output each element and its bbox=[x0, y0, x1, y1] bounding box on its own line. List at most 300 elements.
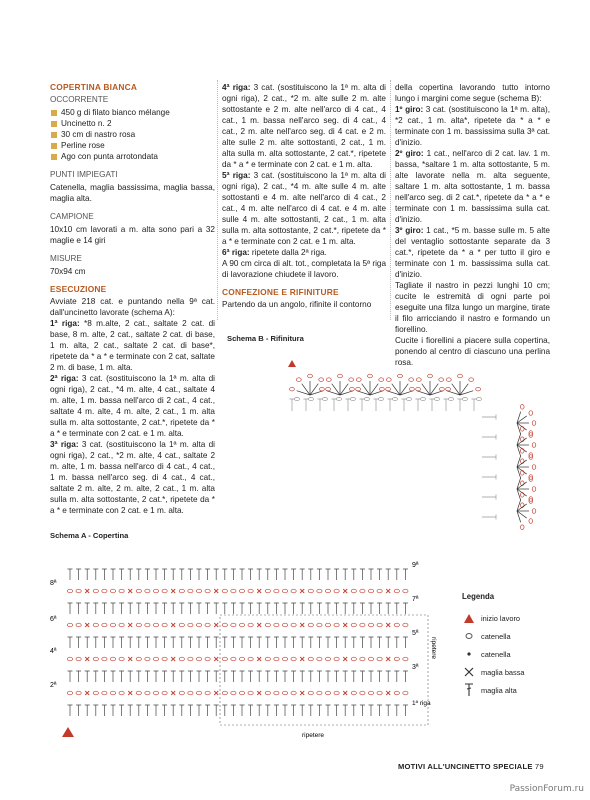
stitch-rows bbox=[67, 569, 408, 716]
chain-stitch bbox=[282, 589, 287, 593]
double-crochet-stitch bbox=[274, 637, 279, 648]
double-crochet-stitch bbox=[291, 637, 296, 648]
punti-text: Catenella, maglia bassissima, maglia bassa, maglia alta. bbox=[50, 183, 215, 203]
chain-stitch bbox=[153, 589, 158, 593]
double-crochet-stitch bbox=[231, 637, 236, 648]
chain-stitch bbox=[351, 657, 356, 661]
double-crochet-stitch bbox=[93, 569, 98, 580]
chain-stitch bbox=[343, 691, 347, 695]
double-crochet-stitch bbox=[76, 637, 81, 648]
double-crochet-stitch bbox=[317, 603, 322, 614]
chain-stitch bbox=[300, 691, 304, 695]
double-crochet-stitch bbox=[231, 705, 236, 716]
column-divider-1 bbox=[217, 80, 219, 320]
double-crochet-stitch bbox=[403, 603, 408, 614]
chain-stitch bbox=[196, 691, 201, 695]
double-crochet-stitch bbox=[351, 705, 356, 716]
double-crochet-stitch bbox=[334, 705, 339, 716]
row-label-left: 8ª bbox=[50, 580, 57, 587]
double-crochet-stitch bbox=[308, 603, 313, 614]
double-crochet-stitch bbox=[360, 671, 365, 682]
double-crochet-stitch bbox=[197, 671, 202, 682]
double-crochet-stitch bbox=[145, 705, 150, 716]
double-crochet-stitch bbox=[300, 603, 305, 614]
chain-stitch bbox=[300, 589, 304, 593]
chain-stitch bbox=[119, 623, 124, 627]
double-crochet-stitch bbox=[240, 637, 245, 648]
chain-stitch bbox=[76, 589, 81, 593]
double-crochet-stitch bbox=[179, 569, 184, 580]
row-label: 3ª riga: bbox=[50, 440, 79, 449]
chain-stitch bbox=[196, 623, 201, 627]
double-crochet-stitch bbox=[326, 705, 331, 716]
chain-stitch bbox=[248, 657, 253, 661]
row-6-instruction bbox=[222, 247, 386, 258]
border-stitch-side bbox=[482, 475, 496, 480]
chain-stitch bbox=[145, 589, 150, 593]
double-crochet-stitch bbox=[136, 637, 141, 648]
double-crochet-stitch bbox=[283, 671, 288, 682]
double-crochet-stitch bbox=[154, 569, 159, 580]
double-crochet-stitch bbox=[231, 603, 236, 614]
double-crochet-stitch bbox=[386, 637, 391, 648]
column-1 bbox=[50, 82, 215, 516]
double-crochet-stitch bbox=[394, 569, 399, 580]
chain-stitch bbox=[334, 657, 339, 661]
chain-stitch bbox=[377, 691, 382, 695]
chain-stitch bbox=[343, 657, 347, 661]
chain-stitch bbox=[102, 623, 107, 627]
chain-stitch bbox=[162, 691, 167, 695]
chain-circle-icon bbox=[462, 632, 476, 640]
double-crochet-stitch bbox=[93, 603, 98, 614]
chain-stitch bbox=[85, 657, 89, 661]
material-item: Ago con punta arrotondata bbox=[50, 151, 215, 162]
triangle-start-icon bbox=[462, 614, 476, 623]
double-crochet-stitch bbox=[317, 705, 322, 716]
border-stitch-top bbox=[332, 397, 342, 411]
row-text: 3 cat. (sostituiscono la 1ª m. alta di ogni riga), 2 cat., *2 m. alte sulle 2 m. alte sottostante e 2 m. alte nell'arco di 4 cat., 4 cat., 1 m. bassa nell'arco seg. di 4 cat., 4 cat., 2 m. alte nell'arco seg. di 4 cat. e 2 m. alte sulle 2 m. alte sottostanti, 2 cat., 1 m. alta sulla m. alta sottostante, 2 cat.*, ripetete da * a * e terminate con 2 cat. e 1 m. alta. bbox=[222, 83, 386, 169]
chain-stitch bbox=[274, 657, 279, 661]
chain-stitch bbox=[67, 657, 72, 661]
double-crochet-stitch bbox=[308, 569, 313, 580]
ripetere-bottom-label: ripetere bbox=[302, 732, 325, 739]
chain-stitch bbox=[93, 657, 98, 661]
giro-label: 2º giro: bbox=[395, 149, 424, 158]
chain-stitch bbox=[162, 589, 167, 593]
chain-stitch bbox=[76, 657, 81, 661]
chain-stitch bbox=[196, 657, 201, 661]
chain-stitch bbox=[67, 589, 72, 593]
double-crochet-stitch bbox=[222, 603, 227, 614]
double-crochet-stitch bbox=[403, 637, 408, 648]
double-crochet-stitch bbox=[102, 569, 107, 580]
double-crochet-stitch bbox=[343, 705, 348, 716]
double-crochet-stitch bbox=[68, 603, 73, 614]
fan-motif bbox=[410, 374, 451, 395]
chain-stitch bbox=[377, 657, 382, 661]
page-footer bbox=[398, 762, 544, 771]
chain-stitch bbox=[394, 589, 399, 593]
double-crochet-stitch bbox=[360, 603, 365, 614]
chain-stitch bbox=[325, 589, 330, 593]
row-label: 1ª riga: bbox=[50, 319, 80, 328]
occorrente-label: OCCORRENTE bbox=[50, 95, 109, 104]
double-crochet-stitch bbox=[188, 705, 193, 716]
double-crochet-stitch bbox=[403, 705, 408, 716]
chain-stitch bbox=[334, 623, 339, 627]
row-text: 3 cat. (sostituiscono la 1ª m. alta di ogni riga), 2 cat., *2 m. alte, 4 cat., saltate 2 m. alte, 1 m. bassa nell'arco di 4 cat., 4 cat., 1 m. bassa nell'arco seg. di 4 cat., 4 cat., saltate 2 m. alte, 2 m. alte, 2 cat., 1 m. alta sulla m. alta sottostante, 2 cat.*, ripetete da * a * e terminate con 2 cat. e 1 m. alta. bbox=[50, 440, 215, 515]
row-text: *8 m.alte, 2 cat., saltate 2 cat. di base, 8 m. alte, 2 cat., saltate 2 cat. di base, 1 m. alta, 2 cat., saltate 2 cat. di base*, ripetete da * a * e terminate con 2 cat, saltate 2 m. di base, 1 m. alta. bbox=[50, 319, 215, 372]
double-crochet-stitch bbox=[171, 671, 176, 682]
chain-stitch bbox=[317, 623, 322, 627]
chain-stitch bbox=[403, 623, 408, 627]
chain-stitch bbox=[291, 657, 296, 661]
row-label: 6ª riga: bbox=[222, 248, 250, 257]
chain-stitch bbox=[377, 589, 382, 593]
chain-stitch bbox=[257, 691, 261, 695]
double-crochet-stitch bbox=[274, 603, 279, 614]
double-crochet-stitch bbox=[343, 637, 348, 648]
chain-stitch bbox=[145, 657, 150, 661]
chain-stitch bbox=[110, 589, 115, 593]
double-crochet-stitch bbox=[317, 569, 322, 580]
legend-item bbox=[462, 645, 562, 663]
double-crochet-stitch bbox=[308, 705, 313, 716]
chain-stitch bbox=[360, 657, 365, 661]
chain-stitch bbox=[403, 657, 408, 661]
double-crochet-stitch bbox=[128, 569, 133, 580]
chain-stitch bbox=[145, 691, 150, 695]
border-stitch-top bbox=[346, 397, 356, 411]
double-crochet-stitch bbox=[154, 671, 159, 682]
chain-stitch bbox=[214, 691, 218, 695]
double-crochet-stitch bbox=[274, 569, 279, 580]
schema-b-title: Schema B - Rifinitura bbox=[227, 334, 304, 343]
legend-label: maglia alta bbox=[481, 685, 517, 695]
chain-stitch bbox=[222, 589, 227, 593]
double-crochet-stitch bbox=[119, 671, 124, 682]
double-crochet-stitch bbox=[179, 603, 184, 614]
chain-stitch bbox=[265, 623, 270, 627]
double-crochet-stitch bbox=[300, 671, 305, 682]
giro-label: 1º giro: bbox=[395, 105, 424, 114]
legend-label: inizio lavoro bbox=[481, 613, 521, 623]
double-crochet-stitch bbox=[240, 705, 245, 716]
ripetere-side-label: ripetere bbox=[430, 637, 437, 660]
row-text: ripetete dalla 2ª riga. bbox=[249, 248, 327, 257]
double-crochet-stitch bbox=[394, 671, 399, 682]
double-crochet-stitch bbox=[283, 569, 288, 580]
double-crochet-stitch bbox=[326, 637, 331, 648]
double-crochet-stitch bbox=[188, 569, 193, 580]
double-crochet-stitch bbox=[93, 705, 98, 716]
double-crochet-stitch bbox=[68, 637, 73, 648]
chain-stitch bbox=[67, 691, 72, 695]
border-stitch-top bbox=[304, 397, 314, 411]
chain-stitch bbox=[136, 691, 141, 695]
border-stitch-side bbox=[482, 455, 496, 460]
double-crochet-stitch bbox=[119, 569, 124, 580]
fan-motif bbox=[290, 374, 331, 395]
legend bbox=[462, 592, 562, 699]
double-crochet-stitch bbox=[274, 705, 279, 716]
finishing-text-1: Tagliate il nastro in pezzi lunghi 10 cm; cucite le estremità di ogni parte poi eseguite una filza lungo un margine, tirate il filo arricciando il nastro e formando un fiorellino. bbox=[395, 281, 550, 334]
double-crochet-stitch bbox=[154, 603, 159, 614]
double-crochet-stitch bbox=[85, 637, 90, 648]
double-crochet-stitch bbox=[222, 671, 227, 682]
double-crochet-stitch bbox=[248, 603, 253, 614]
double-crochet-stitch bbox=[394, 705, 399, 716]
chain-stitch bbox=[308, 623, 313, 627]
double-crochet-stitch bbox=[403, 569, 408, 580]
punti-label: PUNTI IMPIEGATI bbox=[50, 170, 118, 179]
double-crochet-stitch bbox=[205, 671, 210, 682]
chain-stitch bbox=[386, 657, 390, 661]
double-crochet-stitch bbox=[248, 671, 253, 682]
double-crochet-stitch bbox=[145, 603, 150, 614]
chain-stitch bbox=[317, 589, 322, 593]
row-3-instruction bbox=[50, 439, 215, 516]
double-crochet-stitch bbox=[265, 603, 270, 614]
chain-stitch bbox=[265, 691, 270, 695]
double-crochet-stitch bbox=[334, 637, 339, 648]
double-crochet-stitch bbox=[300, 637, 305, 648]
double-crochet-stitch bbox=[76, 671, 81, 682]
border-stitch-side bbox=[482, 495, 496, 500]
double-crochet-stitch bbox=[214, 705, 219, 716]
chain-stitch bbox=[351, 691, 356, 695]
double-crochet-stitch bbox=[369, 637, 374, 648]
border-stitch-top bbox=[402, 397, 412, 411]
chain-stitch bbox=[222, 657, 227, 661]
material-item: 450 g di filato bianco mélange bbox=[50, 107, 215, 118]
double-crochet-stitch bbox=[136, 671, 141, 682]
chain-stitch bbox=[325, 691, 330, 695]
fan-motif bbox=[440, 374, 481, 395]
chain-stitch bbox=[145, 623, 150, 627]
double-crochet-stitch bbox=[240, 569, 245, 580]
double-crochet-stitch bbox=[326, 569, 331, 580]
chain-stitch bbox=[239, 657, 244, 661]
chain-stitch bbox=[317, 691, 322, 695]
row-1-instruction bbox=[50, 318, 215, 373]
legend-item bbox=[462, 609, 562, 627]
chain-stitch bbox=[110, 691, 115, 695]
double-crochet-stitch bbox=[197, 569, 202, 580]
double-crochet-stitch bbox=[291, 603, 296, 614]
double-crochet-stitch bbox=[326, 671, 331, 682]
double-crochet-stitch bbox=[76, 705, 81, 716]
chain-stitch bbox=[162, 623, 167, 627]
double-crochet-stitch bbox=[369, 671, 374, 682]
giro-text: 1 cat., *5 m. basse sulle m. 5 alte del ventaglio sottostante separate da 3 cat.*, ripetete da * a * per tutto il giro e terminate con 1 m. bassissima sulla cat. d'inizio. bbox=[395, 226, 550, 279]
double-crochet-stitch bbox=[197, 705, 202, 716]
double-crochet-stitch bbox=[343, 671, 348, 682]
chain-stitch bbox=[222, 691, 227, 695]
chain-stitch bbox=[351, 623, 356, 627]
double-crochet-stitch bbox=[214, 603, 219, 614]
double-crochet-stitch bbox=[317, 637, 322, 648]
double-crochet-stitch bbox=[85, 671, 90, 682]
border-stitch-side bbox=[482, 415, 496, 420]
esecuzione-intro: Avviate 218 cat. e puntando nella 9ª cat. dall'uncinetto lavorate (schema A): bbox=[50, 297, 215, 317]
double-crochet-stitch bbox=[334, 569, 339, 580]
double-crochet-stitch bbox=[257, 705, 262, 716]
chain-stitch bbox=[171, 691, 175, 695]
chain-stitch bbox=[205, 623, 210, 627]
chain-stitch bbox=[394, 623, 399, 627]
column-divider-2 bbox=[390, 80, 392, 320]
chain-stitch bbox=[119, 657, 124, 661]
double-crochet-stitch bbox=[214, 637, 219, 648]
double-crochet-stitch bbox=[317, 671, 322, 682]
double-crochet-stitch bbox=[369, 705, 374, 716]
double-crochet-stitch bbox=[154, 705, 159, 716]
double-crochet-stitch bbox=[85, 569, 90, 580]
double-crochet-stitch bbox=[119, 637, 124, 648]
double-crochet-stitch bbox=[274, 671, 279, 682]
column-2 bbox=[222, 82, 386, 310]
chain-stitch bbox=[265, 657, 270, 661]
row-4-instruction bbox=[222, 82, 386, 170]
chain-stitch bbox=[257, 657, 261, 661]
chain-stitch bbox=[67, 623, 72, 627]
border-stitch-top bbox=[290, 397, 300, 411]
double-crochet-stitch bbox=[360, 569, 365, 580]
chain-stitch bbox=[102, 589, 107, 593]
double-crochet-stitch bbox=[145, 569, 150, 580]
double-crochet-stitch bbox=[68, 671, 73, 682]
border-stitch-top bbox=[458, 397, 468, 411]
chain-stitch bbox=[128, 691, 132, 695]
double-crochet-stitch bbox=[179, 637, 184, 648]
double-crochet-stitch bbox=[205, 637, 210, 648]
chain-stitch bbox=[291, 623, 296, 627]
chain-stitch bbox=[394, 657, 399, 661]
chain-stitch bbox=[76, 623, 81, 627]
chain-stitch bbox=[282, 623, 287, 627]
double-crochet-stitch bbox=[291, 705, 296, 716]
confezione-text: Partendo da un angolo, rifinite il contorno bbox=[222, 300, 372, 309]
double-crochet-stitch bbox=[257, 637, 262, 648]
schema-a-diagram bbox=[40, 545, 460, 775]
double-crochet-stitch bbox=[351, 671, 356, 682]
double-crochet-stitch bbox=[351, 637, 356, 648]
chain-stitch bbox=[368, 691, 373, 695]
double-crochet-stitch bbox=[377, 637, 382, 648]
double-crochet-stitch bbox=[265, 671, 270, 682]
chain-stitch bbox=[171, 589, 175, 593]
chain-stitch bbox=[282, 691, 287, 695]
chain-stitch bbox=[85, 691, 89, 695]
chain-stitch bbox=[282, 657, 287, 661]
double-crochet-stitch bbox=[188, 637, 193, 648]
row-label-left: 4ª bbox=[50, 648, 57, 655]
chain-stitch bbox=[334, 691, 339, 695]
double-crochet-stitch bbox=[257, 671, 262, 682]
chain-stitch bbox=[136, 623, 141, 627]
double-crochet-stitch bbox=[102, 671, 107, 682]
row-label-right: 3ª bbox=[412, 664, 419, 671]
double-crochet-stitch bbox=[377, 603, 382, 614]
legend-item bbox=[462, 681, 562, 699]
chain-stitch bbox=[231, 623, 236, 627]
chain-stitch bbox=[128, 657, 132, 661]
double-crochet-stitch bbox=[102, 705, 107, 716]
double-crochet-stitch bbox=[308, 671, 313, 682]
double-crochet-stitch bbox=[93, 637, 98, 648]
chain-stitch bbox=[231, 657, 236, 661]
start-triangle-icon bbox=[62, 727, 74, 737]
chain-stitch bbox=[248, 623, 253, 627]
double-crochet-stitch bbox=[111, 569, 116, 580]
double-crochet-stitch bbox=[145, 637, 150, 648]
double-crochet-stitch bbox=[403, 671, 408, 682]
border-stitch-top bbox=[416, 397, 426, 411]
double-crochet-stitch bbox=[136, 603, 141, 614]
chain-stitch bbox=[153, 623, 158, 627]
legend-label: catenella bbox=[481, 649, 511, 659]
row-5-instruction bbox=[222, 170, 386, 247]
double-crochet-stitch bbox=[205, 705, 210, 716]
confezione-continued: della copertina lavorando tutto intorno lungo i margini come segue (schema B): bbox=[395, 83, 550, 103]
double-crochet-stitch bbox=[283, 637, 288, 648]
chain-stitch bbox=[179, 657, 184, 661]
chain-stitch bbox=[386, 623, 390, 627]
chain-stitch bbox=[291, 589, 296, 593]
chain-stitch bbox=[368, 623, 373, 627]
chain-stitch bbox=[119, 691, 124, 695]
chain-stitch bbox=[343, 589, 347, 593]
double-crochet-stitch bbox=[386, 569, 391, 580]
chain-stitch bbox=[274, 623, 279, 627]
chain-stitch bbox=[128, 589, 132, 593]
chain-stitch bbox=[93, 589, 98, 593]
chain-stitch bbox=[368, 589, 373, 593]
double-crochet-stitch bbox=[162, 569, 167, 580]
double-crochet-stitch bbox=[394, 603, 399, 614]
double-crochet-stitch bbox=[351, 603, 356, 614]
chain-stitch bbox=[179, 589, 184, 593]
double-crochet-stitch bbox=[240, 671, 245, 682]
double-crochet-stitch bbox=[248, 569, 253, 580]
double-crochet-stitch bbox=[257, 569, 262, 580]
double-crochet-stitch bbox=[334, 671, 339, 682]
chain-stitch bbox=[248, 589, 253, 593]
border-stitch-top bbox=[374, 397, 384, 411]
double-crochet-stitch bbox=[111, 671, 116, 682]
page-number: 79 bbox=[534, 762, 544, 771]
chain-stitch bbox=[334, 589, 339, 593]
chain-stitch bbox=[343, 623, 347, 627]
chain-dot-icon bbox=[462, 651, 476, 657]
double-crochet-stitch bbox=[85, 705, 90, 716]
chain-stitch bbox=[128, 623, 132, 627]
double-crochet-stitch bbox=[300, 705, 305, 716]
chain-stitch bbox=[308, 589, 313, 593]
double-crochet-stitch bbox=[136, 569, 141, 580]
double-crochet-stitch bbox=[76, 569, 81, 580]
double-crochet-stitch bbox=[343, 603, 348, 614]
fan-motif bbox=[380, 374, 421, 395]
double-crochet-stitch bbox=[308, 637, 313, 648]
giro-text: 3 cat. (sostituiscono la 1ª m. alta), *2 cat., 1 m. alta*, ripetete da * a * e terminate con 1 m. bassissima sulla 3ª cat. d'inizio. bbox=[395, 105, 551, 147]
row-text: 3 cat. (sostituiscono la 1ª m. alta di ogni riga), 2 cat., *4 m. alte sulle 4 m. alte sottostanti e 4 m. alte nell'arco di 4 cat., 2 cat., 4 m. alte nell'arco di 4 cat. e 4 m. alte sulle 4 m. alte sottostanti, 2 cat., 1 m. alta sulla m. alta sottostante, 2 cat.*, ripetete da * a * e terminate con 2 cat. e 1 m. alta. bbox=[222, 171, 386, 246]
double-crochet-stitch bbox=[222, 569, 227, 580]
row-label-right: 1ª riga bbox=[412, 700, 431, 707]
row-label-right: 7ª bbox=[412, 596, 419, 603]
